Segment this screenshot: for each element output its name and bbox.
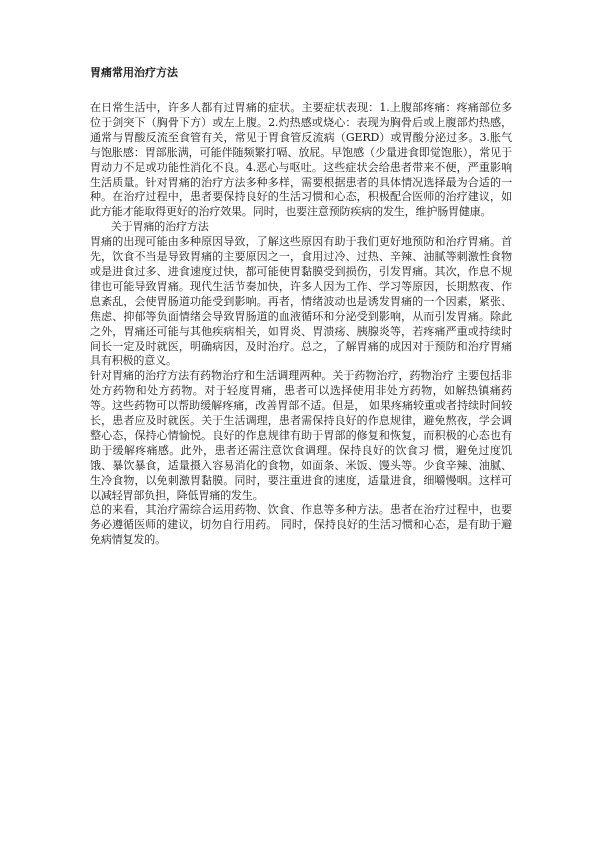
intro-paragraph: 在日常生活中，许多人都有过胃痛的症状。主要症状表现：1.上腹部疼痛：疼痛部位多位于剑突下（胸骨下方）或左上腹。2.灼热感或烧心：表现为胸骨后或上腹部灼热感，通常与胃酸反流至食管有关，常见于胃食管反流病（GERD）或胃酸分泌过多。3.胀气与饱胀感：胃部胀满，可能伴随频繁打嗝、放屁。早饱感（少量进食即觉饱胀），常见于胃动力不足或功能性消化不良。4.恶心与呕吐。这些症状会给患者带来不便，严重影响生活质量。针对胃痛的治疗方法多种多样，需要根据患者的具体情况选择最为合适的一种。在治疗过程中，患者要保持良好的生活习惯和心态，积极配合医师的治疗建议，如此方能才能取得更好的治疗效果。同时，也要注意预防疾病的发生，维护肠胃健康。 <box>90 101 512 219</box>
document-title: 胃痛常用治疗方法 <box>90 66 178 79</box>
treatment-paragraph: 针对胃痛的治疗方法有药物治疗和生活调理两种。关于药物治疗，药物治疗 主要包括非处方药物和处方药物。对于轻度胃痛，患者可以选择使用非处方药物，如解热镇痛药等。这些药物可以帮助缓解疼痛，改善胃部不适。但是， 如果疼痛较重或者持续时间较长，患者应及时就医。关于生活调理，患者需保持良好的作息规律，避免熬夜，学会调整心态，保持心情愉悦。良好的作息规律有助于胃部的修复和恢复，而积极的心态也有助于缓解疼痛感。此外，患者还需注意饮食调理。保持良好的饮食习 惯，避免过度饥饿、暴饮暴食，适量摄入容易消化的食物，如面条、米饭、馒头等。少食辛辣、油腻、生冷食物，以免刺激胃黏膜。同时，要注重进食的速度，适量进食，细嚼慢咽。这样可以减轻胃部负担，降低胃痛的发生。 <box>90 369 512 502</box>
causes-paragraph: 胃痛的出现可能由多种原因导致，了解这些原因有助于我们更好地预防和治疗胃痛。首先，饮食不当是导致胃痛的主要原因之一，食用过冷、过热、辛辣、油腻等刺激性食物或是进食过多、进食速度过快，都可能使胃黏膜受到损伤，引发胃痛。其次，作息不规律也可能导致胃痛。现代生活节奏加快，许多人因为工作、学习等原因，长期熬夜、作息紊乱，会使胃肠道功能受到影响。再者，情绪波动也是诱发胃痛的一个因素，紧张、焦虑、抑郁等负面情绪会导致胃肠道的血液循环和分泌受到影响，从而引发胃痛。除此之外，胃痛还可能与其他疾病相关，如胃炎、胃溃疡、胰腺炎等，若疼痛严重或持续时间长一定及时就医，明确病因，及时治疗。总之，了解胃痛的成因对于预防和治疗胃痛具有积极的意义。 <box>90 235 512 368</box>
document-body <box>90 101 512 548</box>
section-heading: 关于胃痛的治疗方法 <box>110 220 209 234</box>
conclusion-paragraph: 总的来看，其治疗需综合运用药物、饮食、作息等多种方法。患者在治疗过程中，也要务必遵循医师的建议，切勿自行用药。 同时，保持良好的生活习惯和心态，是有助于避免病情复发的。 <box>90 503 512 547</box>
